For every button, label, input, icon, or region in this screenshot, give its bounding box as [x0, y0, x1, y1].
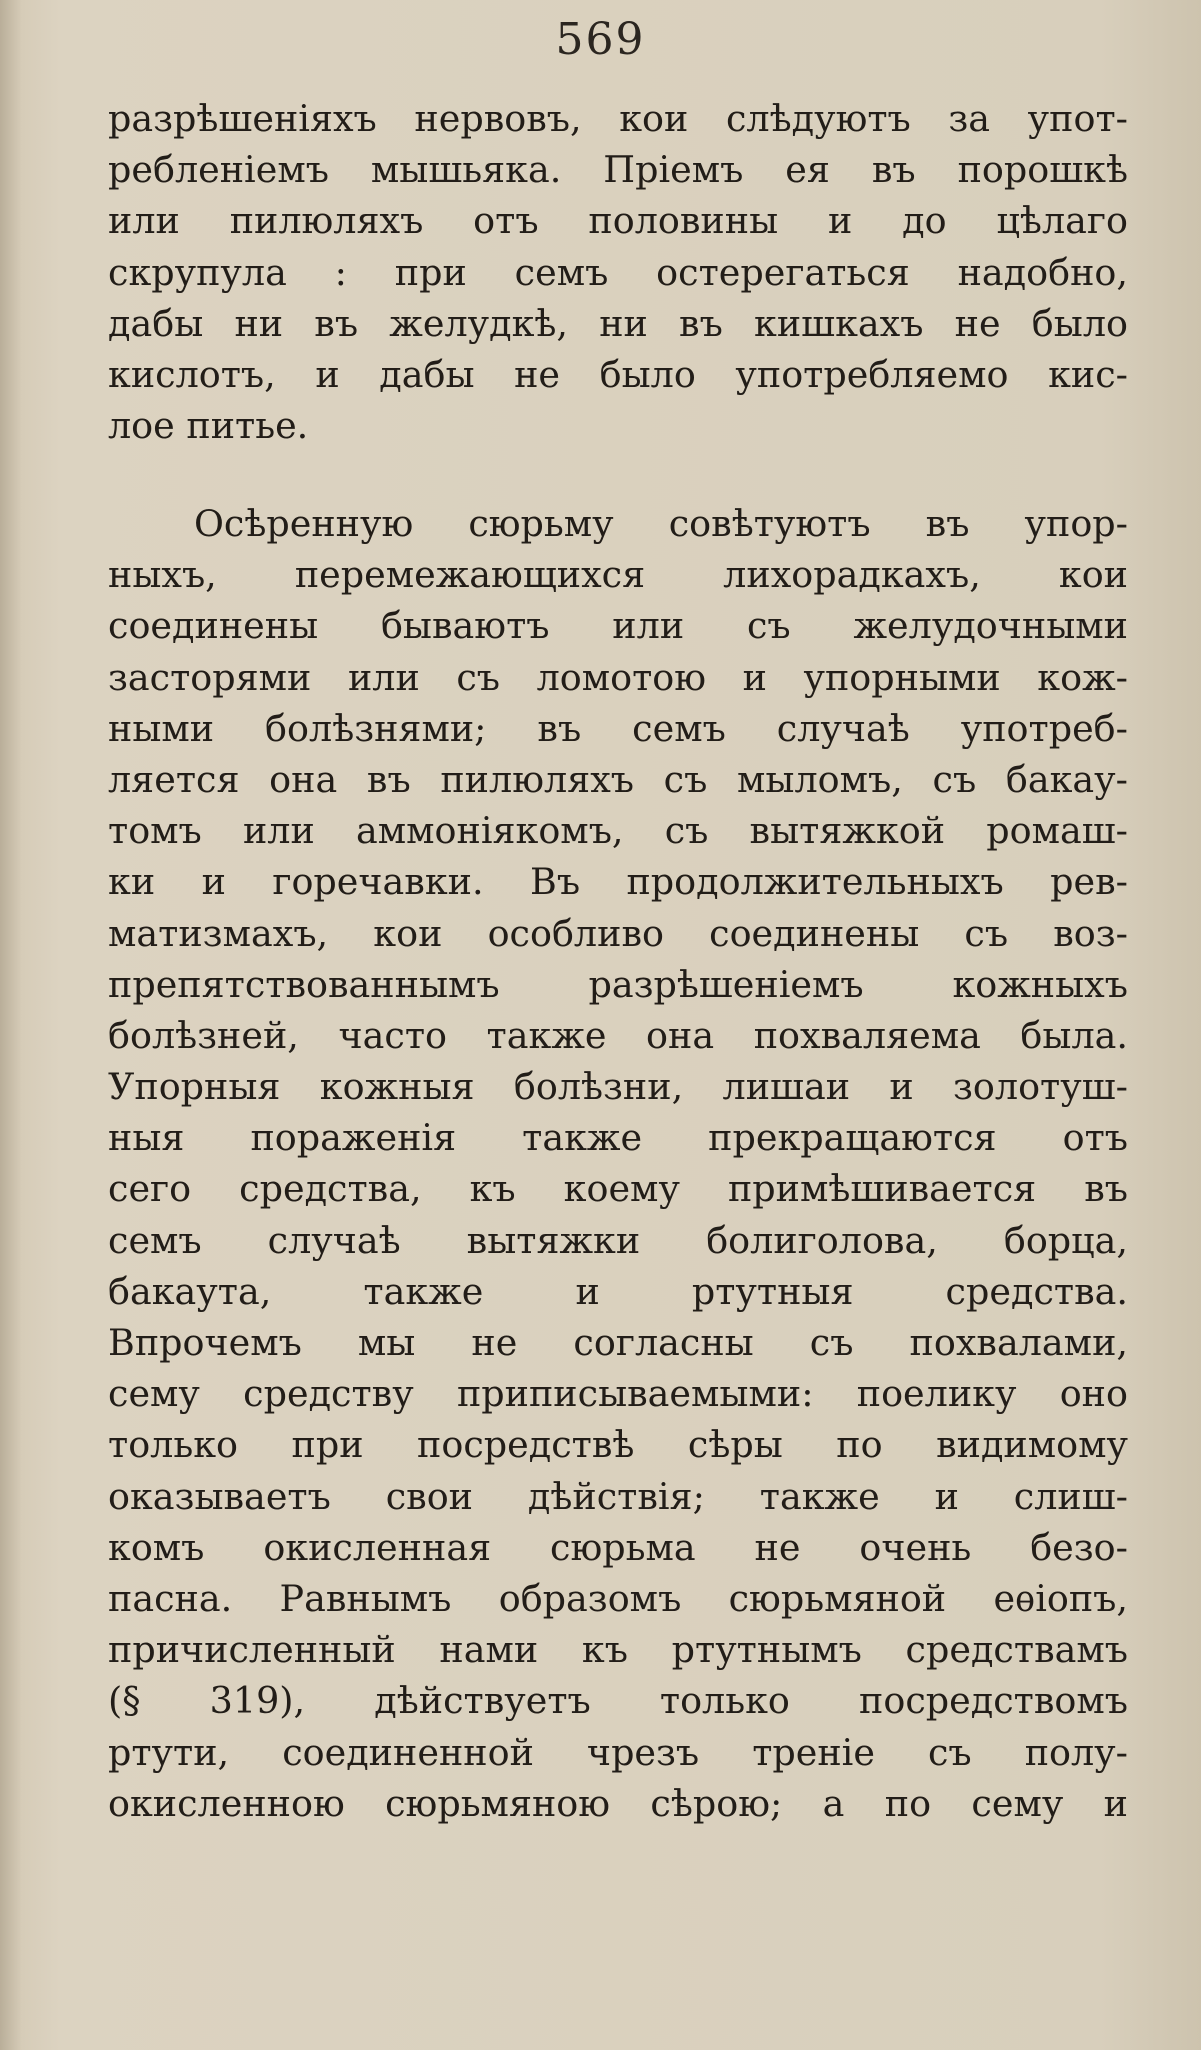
text-line: ребленіемъ мышьяка. Пріемъ ея въ порошкѣ [108, 148, 1128, 192]
text-line: (§ 319), дѣйствуетъ только посредствомъ [108, 1679, 1128, 1723]
text-line: Осѣренную сюрьму совѣтуютъ въ упор- [194, 502, 1128, 545]
text-line: кислотъ, и дабы не было употребляемо кис- [108, 352, 1128, 396]
text-line: оказываетъ свои дѣйствія; также и слиш- [108, 1474, 1128, 1518]
text-line: Впрочемъ мы не согласны съ похвалами, [108, 1321, 1128, 1364]
text-line: соединены бываютъ или съ желудочными [108, 604, 1128, 648]
text-line: скрупула : при семъ остерегаться надобно, [108, 250, 1128, 294]
text-line: причисленный нами къ ртутнымъ средствамъ [108, 1628, 1128, 1672]
text-line: ки и горечавки. Въ продолжительныхъ рев- [108, 860, 1128, 904]
text-line: засторями или съ ломотою и упорными кож- [108, 655, 1128, 699]
text-line: матизмахъ, кои особливо соединены съ воз- [108, 911, 1128, 955]
paragraph-1 [108, 93, 1128, 451]
text-line: семъ случаѣ вытяжки болиголова, борца, [108, 1218, 1128, 1262]
text-line: пасна. Равнымъ образомъ сюрьмяной еѳіопъ, [108, 1576, 1128, 1620]
text-line: бакаута, также и ртутныя средства. [108, 1269, 1128, 1313]
text-line: лое питье. [108, 404, 309, 448]
text-line: ныхъ, перемежающихся лихорадкахъ, кои [108, 553, 1128, 597]
text-line: только при посредствѣ сѣры по видимому [108, 1423, 1128, 1467]
text-line: Упорныя кожныя болѣзни, лишаи и золотуш- [108, 1065, 1128, 1109]
text-line: ртути, соединенной чрезъ треніе съ полу- [108, 1730, 1128, 1774]
text-line: окисленною сюрьмяною сѣрою; а по сему и [108, 1781, 1128, 1825]
text-line: томъ или аммоніякомъ, съ вытяжкой ромаш- [108, 809, 1128, 853]
text-line: болѣзней, часто также она похваляема была. [108, 1013, 1128, 1057]
paragraph-2 [108, 498, 1128, 1829]
text-line: или пилюляхъ отъ половины и до цѣлаго [108, 199, 1128, 243]
text-line: ными болѣзнями; въ семъ случаѣ употреб- [108, 706, 1128, 750]
page-number: 569 [555, 14, 646, 65]
text-line: сему средству приписываемыми: поелику оно [108, 1372, 1128, 1416]
text-line: ныя пораженія также прекращаются отъ [108, 1116, 1128, 1160]
text-line: разрѣшеніяхъ нервовъ, кои слѣдуютъ за упот- [108, 97, 1128, 140]
text-line: препятствованнымъ разрѣшеніемъ кожныхъ [108, 962, 1128, 1006]
text-line: ляется она въ пилюляхъ съ мыломъ, съ бакау- [108, 757, 1128, 801]
text-line: сего средства, къ коему примѣшивается въ [108, 1167, 1128, 1211]
text-line: комъ окисленная сюрьма не очень безо- [108, 1525, 1128, 1569]
text-line: дабы ни въ желудкѣ, ни въ кишкахъ не было [108, 301, 1128, 345]
